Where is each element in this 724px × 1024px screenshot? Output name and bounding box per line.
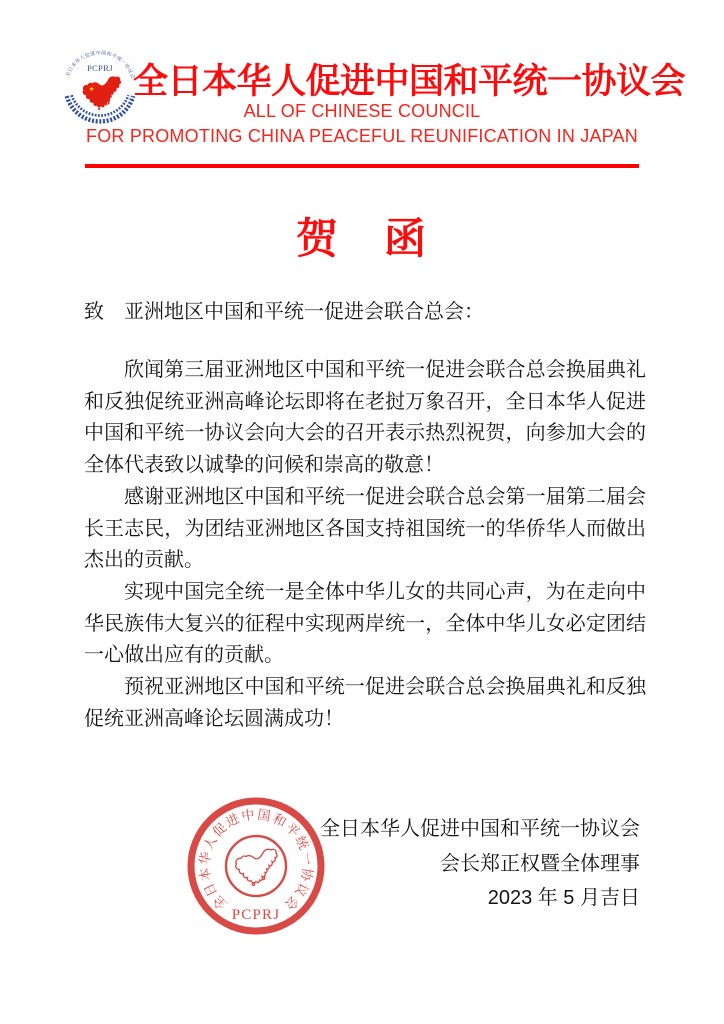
logo-star-icon: ★ [88,86,95,94]
paragraph-3: 实现中国完全统一是全体中华儿女的共同心声，为在走向中华民族伟大复兴的征程中实现两岸统一，全体中华儿女必定团结一心做出应有的贡献。 [84,580,646,667]
org-name-en-line1: ALL OF CHINESE COUNCIL [243,101,481,121]
seal-acronym: PCPRJ [231,907,281,923]
seal-china-map-outline [236,849,277,885]
signature-org: 全日本华人促进中国和平统一协议会 [320,818,640,840]
organization-seal-stamp [184,794,328,938]
paragraph-2: 感谢亚洲地区中国和平统一促进会联合总会第一届第二届会长王志民，为团结亚洲地区各国支持祖国统一的华侨华人而做出杰出的贡献。 [84,485,646,572]
logo-ring-text: 全日本华人促进中国和平统一协议会 [65,51,135,80]
paragraph-1: 欣闻第三届亚洲地区中国和平统一促进会联合总会换届典礼和反独促统亚洲高峰论坛即将在老挝万象召开，全日本华人促进中国和平统一协议会向大会的召开表示热烈祝贺，向参加大会的全体代表致以诚挚的问候和崇高的敬意！ [84,359,646,477]
org-name-en-line2: FOR PROMOTING CHINA PEACEFUL REUNIFICATION IN JAPAN [86,126,638,146]
salutation: 致 亚洲地区中国和平统一促进会联合总会： [84,301,484,323]
org-name-cn: 全日本华人促进中国和平统一协议会 [133,62,686,101]
seal-ring-text: 全日本华人促进中国和平统一协议会 [196,806,316,915]
header-divider [85,164,639,168]
letter-title: 贺 函 [295,215,428,262]
logo-acronym: PCPRJ [87,64,113,74]
signature-signer: 会长郑正权暨全体理事 [440,852,640,875]
letter-body [84,355,646,735]
paragraph-4: 预祝亚洲地区中国和平统一促进会联合总会换届典礼和反独促统亚洲高峰论坛圆满成功！ [84,676,646,730]
signature-date: 2023 年 5 月吉日 [487,887,640,909]
